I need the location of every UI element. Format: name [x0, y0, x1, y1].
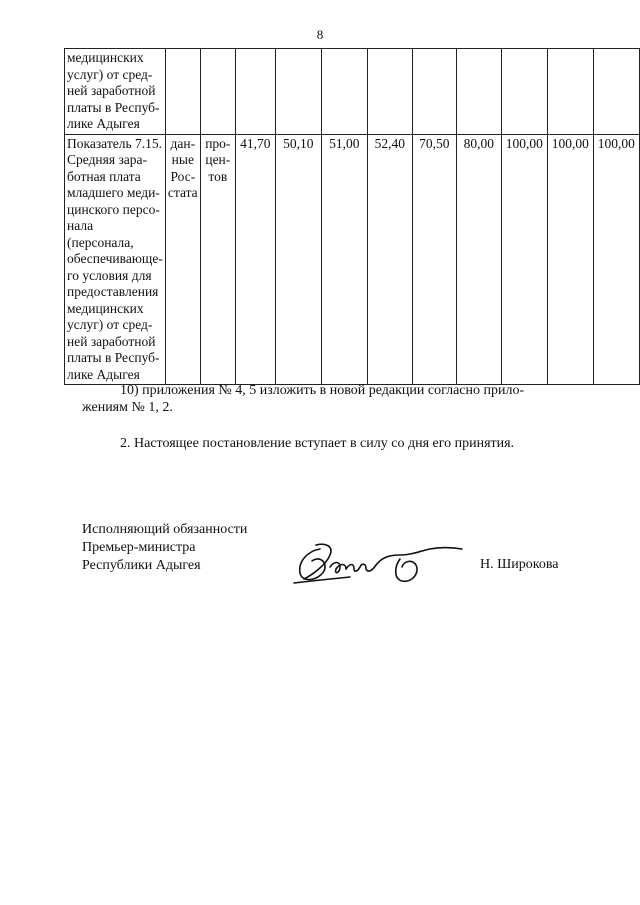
item-10-line-1: 10) приложения № 4, 5 изложить в новой редакции согласно прило-	[120, 383, 525, 398]
signature-title-line: Республики Адыгея	[82, 558, 201, 573]
value-cell: 100,00	[547, 134, 593, 385]
cell-text-line: обеспечивающе-	[67, 251, 163, 266]
cell-text-line: лике Адыгея	[67, 366, 140, 382]
indicator-name-cell	[65, 49, 166, 135]
item-10-line-2: жениям № 1, 2.	[82, 400, 173, 415]
cell-text-line: ней заработной	[67, 83, 156, 98]
signature-title-line: Премьер-министра	[82, 540, 196, 555]
cell-text-line: го условия для	[67, 267, 152, 283]
value-cell: 100,00	[501, 134, 547, 385]
cell-text-line: ней заработной	[67, 333, 156, 349]
cell-text-line: Рос-	[170, 168, 196, 184]
unit-cell	[200, 49, 235, 135]
cell-text-line: стата	[167, 185, 198, 200]
cell-text-line: медицинских	[67, 300, 144, 316]
indicator-table	[64, 48, 640, 385]
cell-text-line: нала (персонала,	[67, 218, 134, 250]
source-cell	[165, 134, 200, 385]
indicator-name-cell	[65, 134, 166, 385]
value-cell	[501, 49, 547, 135]
value-cell	[412, 49, 456, 135]
signer-name: Н. Широкова	[480, 557, 559, 572]
cell-text-line: младшего меди-	[67, 185, 160, 200]
value-cell: 52,40	[367, 134, 412, 385]
value-cell: 100,00	[593, 134, 639, 385]
value-cell	[235, 49, 275, 135]
cell-text-line: тов	[208, 168, 228, 184]
value-cell: 51,00	[321, 134, 367, 385]
value-cell: 80,00	[456, 134, 501, 385]
table-row	[65, 49, 640, 135]
value-cell	[547, 49, 593, 135]
cell-text-line: про-	[205, 135, 231, 151]
value-cell: 50,10	[275, 134, 321, 385]
cell-text-line: Средняя зара-	[67, 152, 148, 167]
value-cell: 41,70	[235, 134, 275, 385]
cell-text-line: услуг) от сред-	[67, 66, 153, 82]
value-cell	[593, 49, 639, 135]
value-cell	[321, 49, 367, 135]
value-cell	[275, 49, 321, 135]
cell-text-line: услуг) от сред-	[67, 317, 153, 332]
page-number: 8	[316, 27, 324, 42]
cell-text-line: медицинских	[67, 50, 144, 65]
signature-title-line: Исполняющий обязанности	[82, 522, 248, 537]
cell-text-line: ботная плата	[67, 168, 141, 184]
cell-text-line: цинского персо-	[67, 201, 160, 217]
value-cell	[367, 49, 412, 135]
signature-title	[82, 521, 247, 575]
cell-text-line: дан-	[170, 135, 196, 151]
unit-cell	[200, 134, 235, 385]
cell-text-line: цен-	[205, 152, 231, 167]
source-cell	[165, 49, 200, 135]
value-cell	[456, 49, 501, 135]
value-cell: 70,50	[412, 134, 456, 385]
cell-text-line: лике Адыгея	[67, 116, 140, 131]
item-2-paragraph: 2. Настоящее постановление вступает в силу со дня его принятия.	[120, 436, 515, 451]
cell-text-line: предоставления	[67, 284, 159, 299]
cell-text-line: Показатель 7.15.	[67, 135, 162, 151]
table-row	[65, 134, 640, 385]
cell-text-line: платы в Респуб-	[67, 99, 160, 115]
cell-text-line: ные	[171, 152, 194, 167]
cell-text-line: платы в Респуб-	[67, 350, 160, 365]
handwritten-signature	[290, 537, 470, 592]
